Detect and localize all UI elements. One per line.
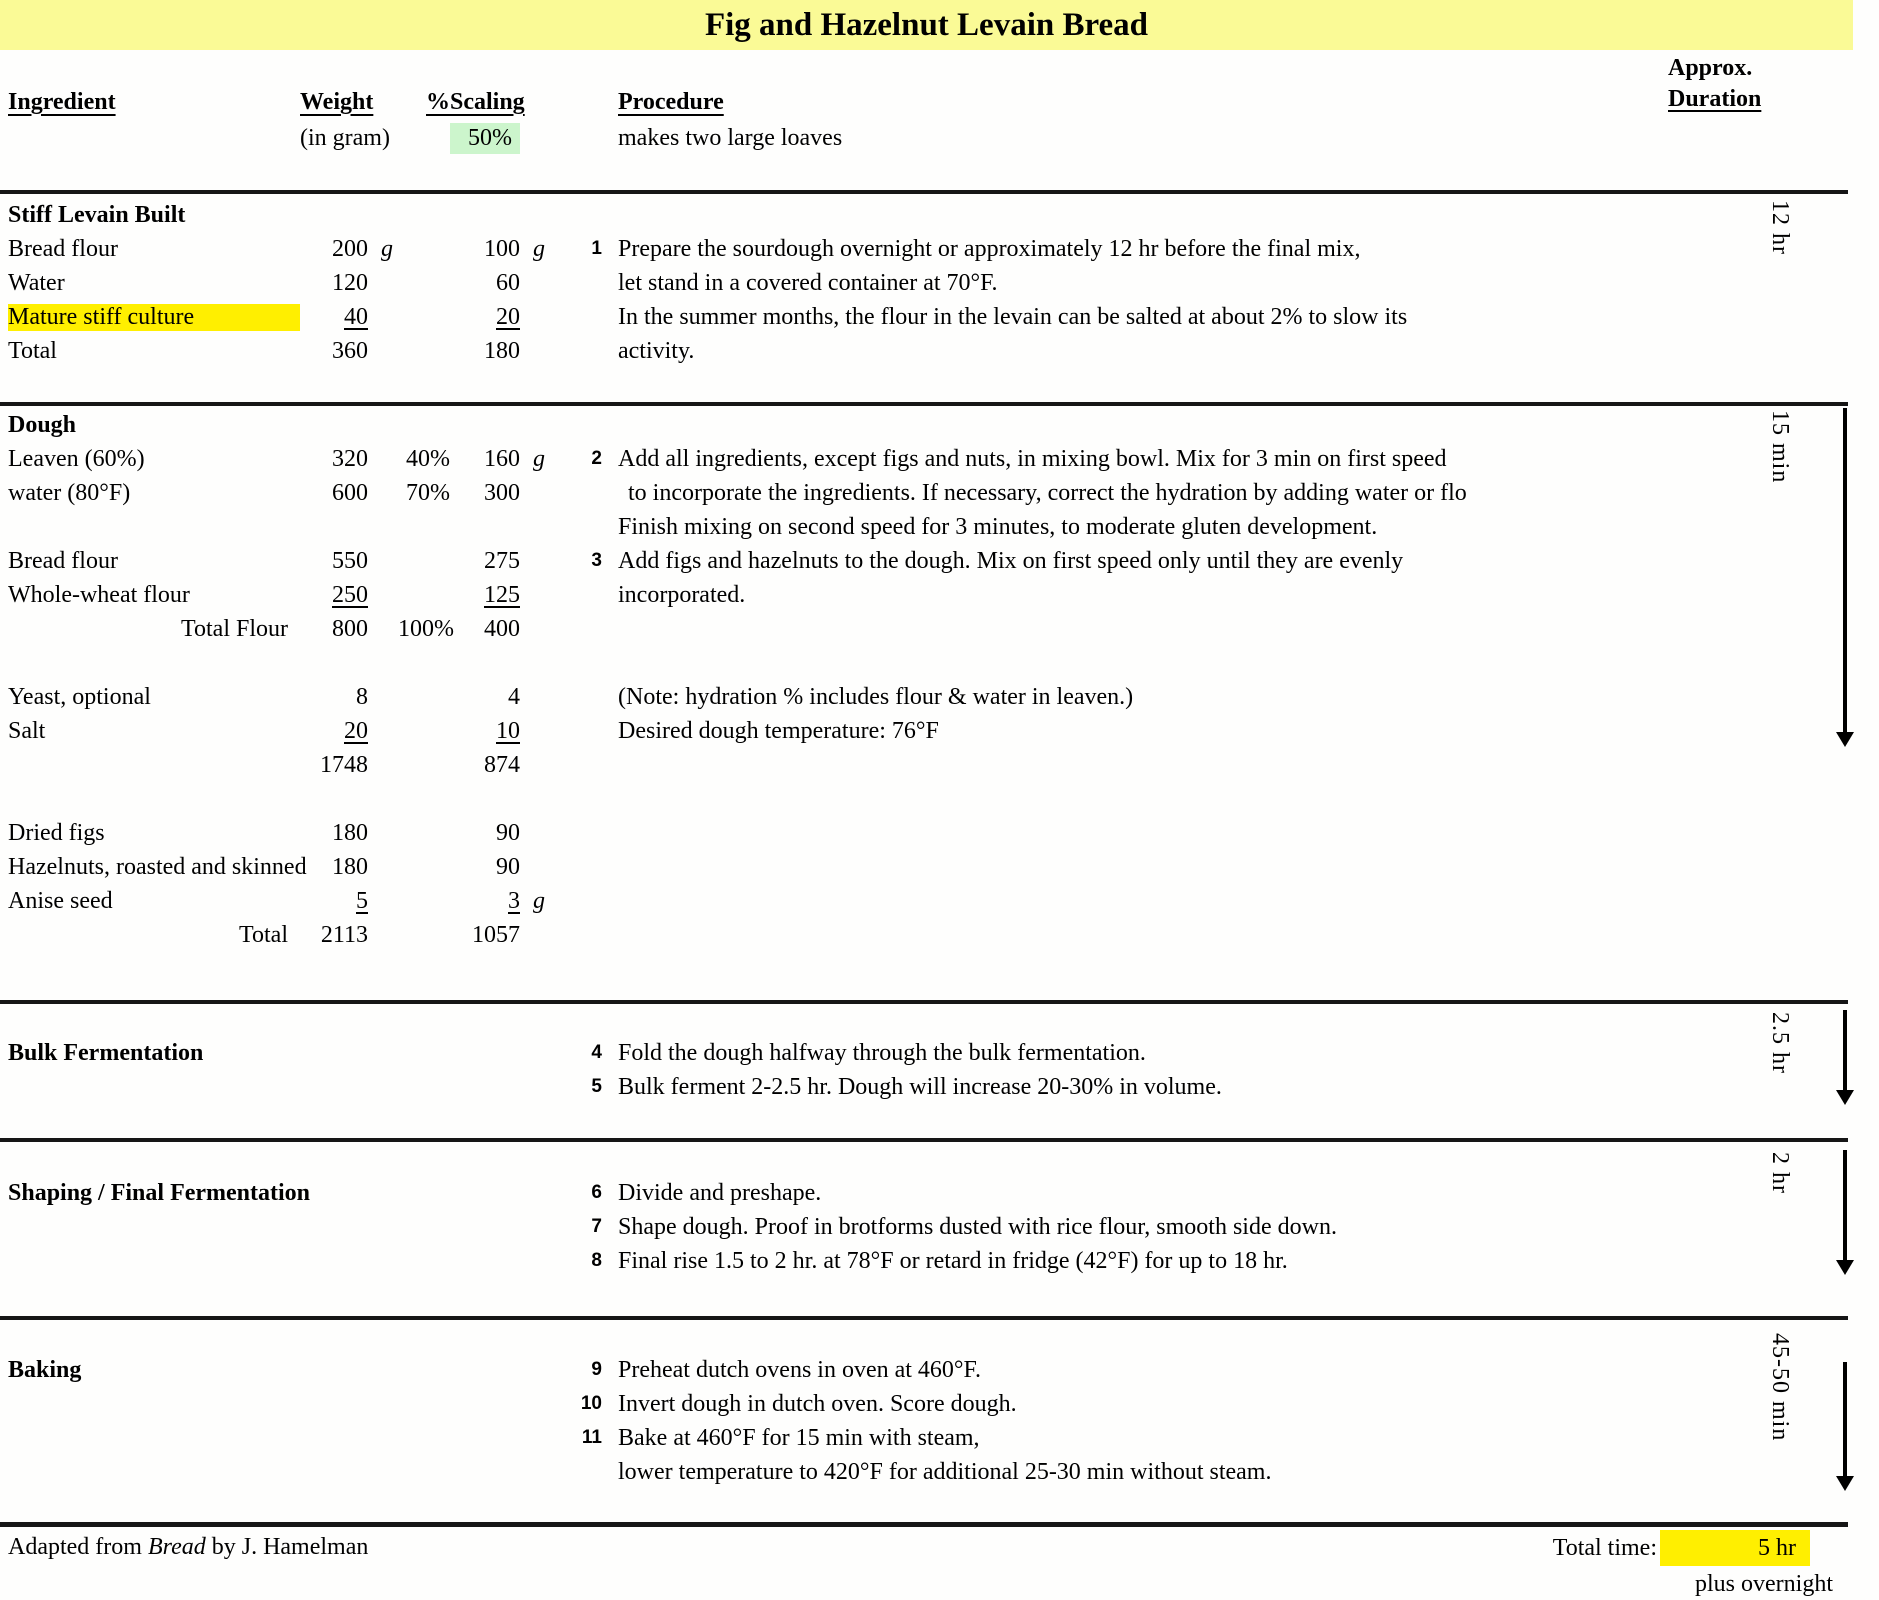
section-heading: Stiff Levain Built xyxy=(8,201,186,228)
ingredient-cell: Whole-wheat flour xyxy=(8,581,190,608)
procedure-text: to incorporate the ingredients. If necessary, correct the hydration by adding water or flo xyxy=(628,479,1467,506)
procedure-text: Bake at 460°F for 15 min with steam, xyxy=(618,1424,980,1451)
scaling-cell: 180 xyxy=(484,337,520,364)
scaling-cell: 300 xyxy=(484,479,520,506)
section-divider xyxy=(0,190,1848,194)
duration-label-bulk: 2.5 hr xyxy=(1767,1012,1793,1074)
scaling-cell: 400 xyxy=(484,615,520,642)
table-row xyxy=(8,1070,1879,1104)
attribution xyxy=(8,1534,368,1561)
table-row xyxy=(8,918,1879,952)
ingredient-cell: Leaven (60%) xyxy=(8,445,145,472)
total-flour-label: Total Flour xyxy=(181,615,288,642)
dough-section xyxy=(8,408,1879,952)
table-row xyxy=(8,1244,1879,1278)
weight-cell: 2113 xyxy=(320,921,368,948)
weight-cell: 800 xyxy=(332,615,368,642)
section-heading-row xyxy=(8,198,1879,232)
scaling-cell: 90 xyxy=(496,853,520,880)
attribution-post: by J. Hamelman xyxy=(211,1534,369,1560)
title-banner xyxy=(0,0,1853,50)
table-row xyxy=(8,1036,1879,1070)
highlighted-ingredient-cell: Mature stiff culture xyxy=(8,304,300,331)
total-label: Total xyxy=(8,337,57,364)
scaling-value-cell xyxy=(450,123,520,154)
procedure-text: lower temperature to 420°F for additional 25-30 min without steam. xyxy=(618,1458,1272,1485)
scaling-percent-badge: 50% xyxy=(450,123,520,154)
duration-label-baking: 45-50 min xyxy=(1767,1333,1793,1442)
table-row xyxy=(8,748,1879,782)
total-label: Total xyxy=(239,921,288,948)
procedure-text: Fold the dough halfway through the bulk fermentation. xyxy=(618,1039,1146,1066)
weight-cell: 600 xyxy=(332,479,368,506)
down-arrow-icon xyxy=(1843,1362,1847,1478)
table-row xyxy=(8,1455,1879,1489)
unit-cell: g xyxy=(533,445,545,472)
duration-label-levain: 12 hr xyxy=(1767,200,1793,255)
down-arrow-icon xyxy=(1843,1150,1847,1262)
unit-cell: g xyxy=(533,887,545,914)
column-header-weight: Weight xyxy=(300,88,374,115)
approx-label: Approx. xyxy=(1668,55,1753,81)
table-row xyxy=(8,714,1879,748)
section-heading-row xyxy=(8,408,1879,442)
weight-unit-note: (in gram) xyxy=(300,124,390,151)
down-arrow-icon xyxy=(1843,408,1847,734)
total-time-note: plus overnight xyxy=(1695,1571,1833,1597)
weight-cell: 200 xyxy=(332,235,368,262)
ingredient-cell: Bread flour xyxy=(8,547,118,574)
section-heading: Bulk Fermentation xyxy=(8,1039,204,1066)
section-divider xyxy=(0,1138,1848,1142)
levain-section xyxy=(8,198,1879,368)
table-row xyxy=(8,1210,1879,1244)
step-number: 2 xyxy=(591,448,602,469)
attribution-pre: Adapted from xyxy=(8,1534,142,1560)
procedure-text: Shape dough. Proof in brotforms dusted with rice flour, smooth side down. xyxy=(618,1213,1337,1240)
step-number: 7 xyxy=(591,1216,602,1237)
table-row xyxy=(8,442,1879,476)
baking-section xyxy=(8,1353,1879,1489)
weight-cell: 180 xyxy=(332,853,368,880)
scaling-cell: 275 xyxy=(484,547,520,574)
scaling-cell: 60 xyxy=(496,269,520,296)
percent-cell: 70% xyxy=(406,479,450,506)
table-row xyxy=(8,1387,1879,1421)
shaping-section xyxy=(8,1176,1879,1278)
step-number: 3 xyxy=(591,550,602,571)
spacer-row xyxy=(8,782,1879,816)
scaling-cell: 3 xyxy=(508,887,520,914)
footer-divider xyxy=(0,1522,1848,1527)
scaling-cell: 160 xyxy=(484,445,520,472)
scaling-cell: 1057 xyxy=(472,921,520,948)
table-row xyxy=(8,884,1879,918)
step-number: 6 xyxy=(591,1182,602,1203)
scaling-cell: 125 xyxy=(484,581,520,608)
step-number: 8 xyxy=(591,1250,602,1271)
column-header-ingredient: Ingredient xyxy=(8,88,116,115)
table-row xyxy=(8,232,1879,266)
procedure-text: let stand in a covered container at 70°F. xyxy=(618,269,998,296)
step-number: 1 xyxy=(591,238,602,259)
column-header-percent: % xyxy=(426,88,450,115)
total-time-label: Total time: xyxy=(1552,1534,1657,1561)
scaling-cell: 10 xyxy=(496,717,520,744)
page-title: Fig and Hazelnut Levain Bread xyxy=(704,6,1149,43)
table-row xyxy=(8,1353,1879,1387)
table-row xyxy=(8,544,1879,578)
scaling-cell: 100 xyxy=(484,235,520,262)
procedure-text: In the summer months, the flour in the levain can be salted at about 2% to slow its xyxy=(618,303,1408,330)
procedure-text: Final rise 1.5 to 2 hr. at 78°F or retard in fridge (42°F) for up to 18 hr. xyxy=(618,1247,1288,1274)
unit-cell: g xyxy=(533,235,545,262)
procedure-text: Preheat dutch ovens in oven at 460°F. xyxy=(618,1356,981,1383)
weight-cell: 320 xyxy=(332,445,368,472)
section-divider xyxy=(0,1000,1848,1004)
procedure-text: Add all ingredients, except figs and nuts, in mixing bowl. Mix for 3 min on first speed xyxy=(618,445,1447,472)
table-row xyxy=(8,334,1879,368)
section-heading: Dough xyxy=(8,411,77,438)
bulk-fermentation-section xyxy=(8,1036,1879,1104)
table-row xyxy=(8,300,1879,334)
weight-cell: 40 xyxy=(344,303,368,330)
weight-cell: 20 xyxy=(344,717,368,744)
procedure-text: activity. xyxy=(618,337,695,364)
column-header-table xyxy=(8,84,1879,156)
table-row xyxy=(8,612,1879,646)
table-row xyxy=(8,266,1879,300)
scaling-cell: 20 xyxy=(496,303,520,330)
scaling-subtotal-cell: 874 xyxy=(484,751,520,778)
step-number: 5 xyxy=(591,1076,602,1097)
weight-cell: 550 xyxy=(332,547,368,574)
ingredient-cell: Water xyxy=(8,269,65,296)
yield-note: makes two large loaves xyxy=(618,124,843,151)
weight-cell: 360 xyxy=(332,337,368,364)
percent-cell: 100% xyxy=(398,615,454,642)
column-header-scaling: Scaling xyxy=(450,88,525,115)
procedure-text: Bulk ferment 2-2.5 hr. Dough will increase 20-30% in volume. xyxy=(618,1073,1222,1100)
ingredient-cell: Salt xyxy=(8,717,46,744)
spacer-row xyxy=(8,646,1879,680)
procedure-text: Finish mixing on second speed for 3 minutes, to moderate gluten development. xyxy=(618,513,1378,540)
table-row xyxy=(8,1421,1879,1455)
column-subheader-row xyxy=(8,120,1879,156)
step-number: 11 xyxy=(581,1427,602,1448)
procedure-text: Invert dough in dutch oven. Score dough. xyxy=(618,1390,1017,1417)
section-divider xyxy=(0,402,1848,406)
ingredient-cell: Bread flour xyxy=(8,235,118,262)
weight-cell: 250 xyxy=(332,581,368,608)
procedure-text: Prepare the sourdough overnight or approximately 12 hr before the final mix, xyxy=(618,235,1361,262)
scaling-cell: 4 xyxy=(508,683,520,710)
duration-label-dough: 15 min xyxy=(1767,410,1793,484)
column-header-procedure: Procedure xyxy=(618,88,724,115)
step-number: 9 xyxy=(591,1359,602,1380)
table-row xyxy=(8,850,1879,884)
section-divider xyxy=(0,1316,1848,1320)
percent-cell: 40% xyxy=(406,445,450,472)
weight-cell: 5 xyxy=(356,887,368,914)
table-row xyxy=(8,816,1879,850)
table-row xyxy=(8,578,1879,612)
column-header-row xyxy=(8,84,1879,120)
total-time-value: 5 hr xyxy=(1660,1530,1810,1566)
procedure-text: Divide and preshape. xyxy=(618,1179,822,1206)
weight-cell: 180 xyxy=(332,819,368,846)
ingredient-cell: Yeast, optional xyxy=(8,683,151,710)
ingredient-cell: water (80°F) xyxy=(8,479,131,506)
step-number: 10 xyxy=(580,1393,602,1414)
weight-subtotal-cell: 1748 xyxy=(320,751,368,778)
hydration-note: (Note: hydration % includes flour & water in leaven.) xyxy=(618,683,1134,710)
table-row xyxy=(8,1176,1879,1210)
section-heading: Shaping / Final Fermentation xyxy=(8,1179,311,1206)
procedure-text: incorporated. xyxy=(618,581,746,608)
section-heading: Baking xyxy=(8,1356,82,1383)
weight-cell: 120 xyxy=(332,269,368,296)
unit-cell: g xyxy=(381,235,393,262)
ingredient-cell: Anise seed xyxy=(8,887,113,914)
duration-label: Duration xyxy=(1668,86,1762,112)
dough-temperature-note: Desired dough temperature: 76°F xyxy=(618,717,939,744)
step-number: 4 xyxy=(591,1042,602,1063)
table-row xyxy=(8,680,1879,714)
book-title: Bread xyxy=(147,1534,206,1560)
table-row xyxy=(8,510,1879,544)
procedure-text: Add figs and hazelnuts to the dough. Mix on first speed only until they are evenly xyxy=(618,547,1404,574)
weight-cell: 8 xyxy=(356,683,368,710)
ingredient-cell: Dried figs xyxy=(8,819,105,846)
down-arrow-icon xyxy=(1843,1010,1847,1092)
duration-label-shaping: 2 hr xyxy=(1767,1152,1793,1194)
scaling-cell: 90 xyxy=(496,819,520,846)
total-time xyxy=(1553,1530,1810,1566)
ingredient-cell: Hazelnuts, roasted and skinned xyxy=(8,853,307,880)
table-row xyxy=(8,476,1879,510)
